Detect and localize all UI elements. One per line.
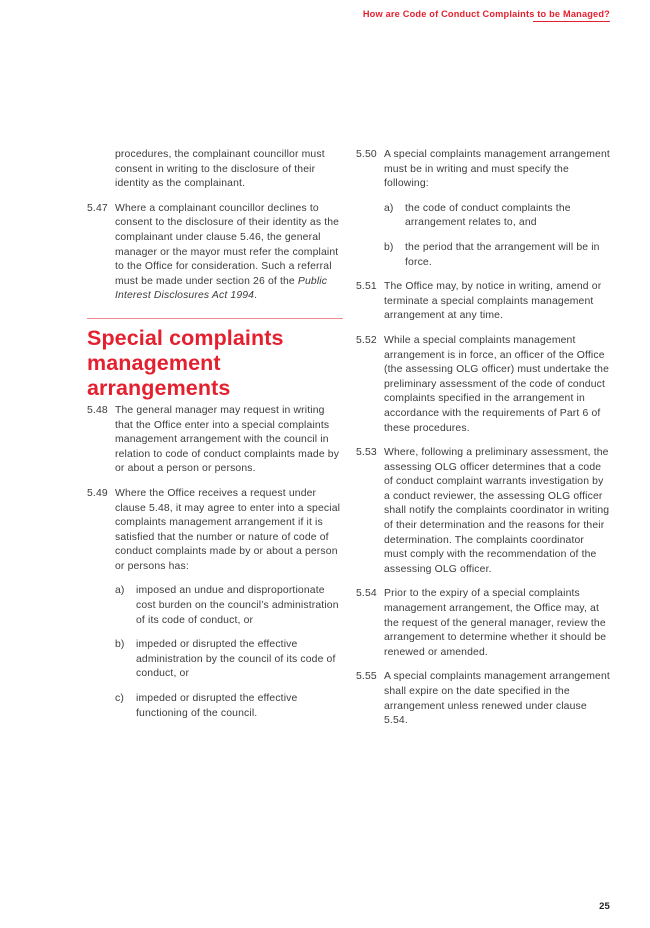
list-item-letter: a) [115,585,125,597]
section-divider [87,318,343,319]
clause-number: 5.48 [87,404,108,416]
list-item [384,202,610,231]
list-item [115,584,343,628]
continuation-paragraph [87,148,343,192]
clause-5-53 [356,446,610,577]
clause-number: 5.47 [87,202,108,214]
left-column [87,148,343,731]
clause-5-55 [356,670,610,728]
header-rule [533,21,610,22]
section-heading: Special complaints management arrangements [87,325,284,400]
list-item-text: the period that the arrangement will be in force. [405,241,600,268]
clause-5-49 [87,487,343,721]
clause-number: 5.51 [356,281,377,293]
list-item-text: the code of conduct complaints the arrangement relates to, and [405,202,571,229]
clause-text: A special complaints management arrangement must be in writing and must specify the following: [384,149,610,190]
clause-text: The Office may, by notice in writing, amend or terminate a special complaints management arrangement at any time. [384,281,602,322]
list-item-letter: b) [115,639,125,651]
clause-text: Prior to the expiry of a special complaints management arrangement, the Office may, at the request of the general manager, review the arrangement to determine whether it should be renewed or amended. [384,588,607,658]
clause-5-48 [87,404,343,477]
clause-text: Where a complainant councillor declines to consent to the disclosure of their identity as the complainant under clause 5.46, the general manager or the mayor must refer the complaint to the Office for consideration. Such a referral must be made under section 26 of the Public Interest Disclosures Act 1994. [115,202,340,302]
right-column [356,148,610,739]
clause-text: Where the Office receives a request under clause 5.48, it may agree to enter into a special complaints management arrangement if it is satisfied that the number or nature of code of conduct complaints made by or about a person or persons has: [115,487,341,572]
clause-5-47 [87,202,343,304]
list-item-text: impeded or disrupted the effective administration by the council of its code of conduct, or [136,639,336,680]
clause-5-50 [356,148,610,270]
clause-text: The general manager may request in writing that the Office enter into a special complaints management arrangement with the council in relation to code of conduct complaints made by or about a person or persons. [115,404,340,475]
list-item [384,241,610,270]
list-item-letter: b) [384,241,394,253]
clause-number: 5.52 [356,334,377,346]
list-item [115,692,343,721]
page-number: 25 [599,901,610,912]
clause-number: 5.53 [356,447,377,459]
clause-text: A special complaints management arrangement shall expire on the date specified in the arrangement unless renewed under clause 5.54. [384,671,610,727]
clause-number: 5.49 [87,487,108,499]
continuation-text: procedures, the complainant councillor must consent in writing to the disclosure of their identity as the complainant. [115,149,325,190]
clause-number: 5.54 [356,588,377,600]
act-title: Public Interest Disclosures Act 1994 [115,275,328,302]
clause-text: Where, following a preliminary assessment, the assessing OLG officer determines that a code of conduct complaint warrants investigation by a conduct reviewer, the assessing OLG officer shall notify the complaints coordinator in writing of their determination and the reasons for their determination. The complaints coordinator must comply with the recommendation of the assessing OLG officer. [384,447,610,575]
list-item-letter: c) [115,693,124,705]
running-header-title: How are Code of Conduct Complaints to be Managed? [362,9,610,19]
clause-number: 5.55 [356,671,377,683]
clause-5-52 [356,334,610,436]
list-item [115,638,343,682]
list-item-text: impeded or disrupted the effective functioning of the council. [136,693,298,719]
clause-number: 5.50 [356,149,377,160]
clause-5-51 [356,280,610,324]
list-item-text: imposed an undue and disproportionate cost burden on the council’s administration of its code of conduct, or [136,585,339,626]
list-item-letter: a) [384,202,394,214]
clause-text: While a special complaints management arrangement is in force, an officer of the Office (the assessing OLG officer) must undertake the preliminary assessment of the code of conduct complaints specified in the arrangement in accordance with the requirements of Part 6 of these procedures. [384,334,610,434]
clause-5-54 [356,587,610,660]
